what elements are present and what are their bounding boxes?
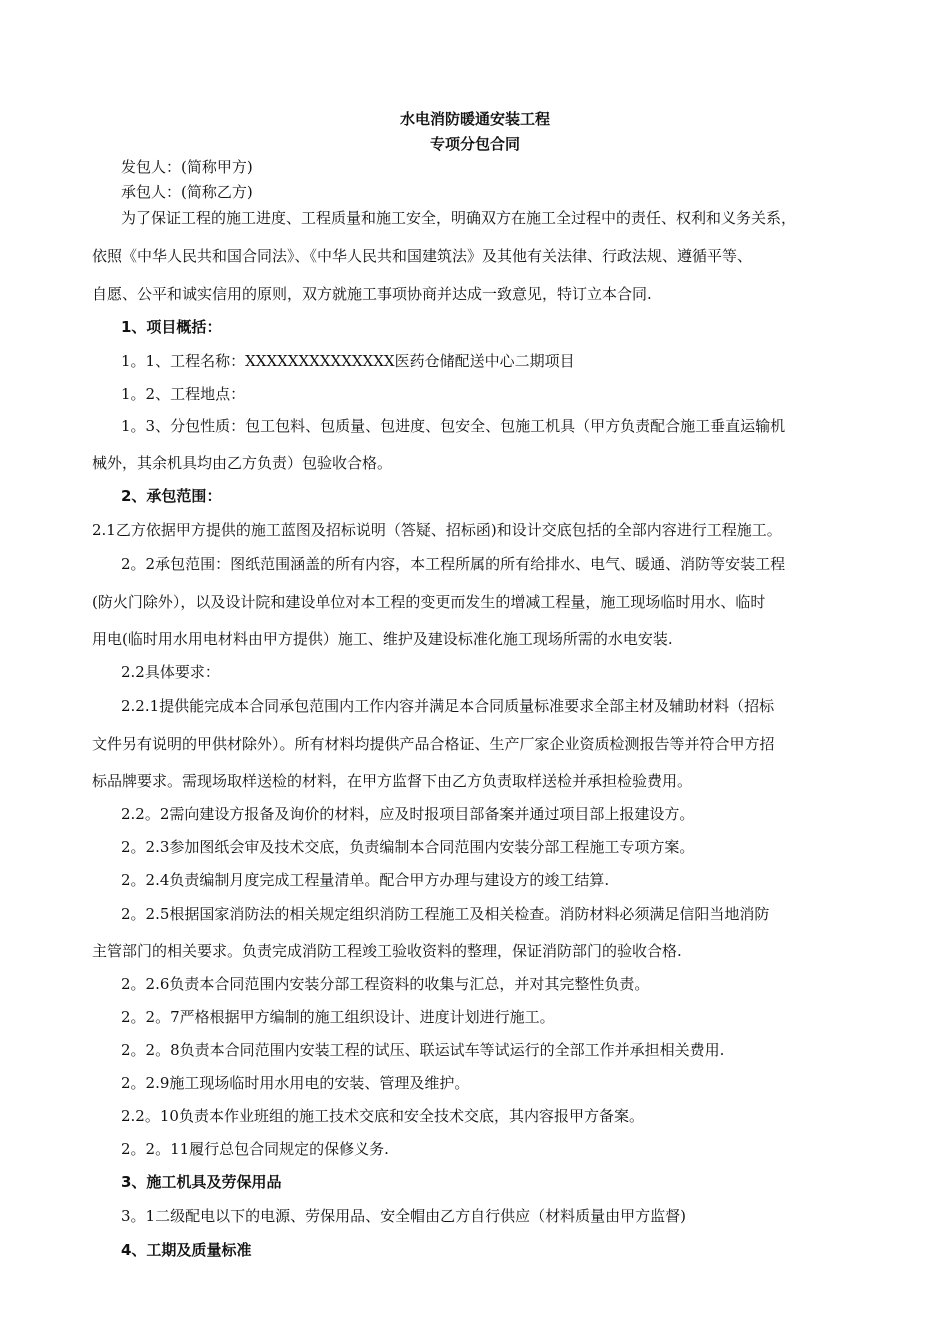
clause-line: 2.2。2需向建设方报备及询价的材料，应及时报项目部备案并通过项目部上报建设方。 xyxy=(121,805,695,823)
section-heading: 4、工期及质量标准 xyxy=(121,1241,252,1259)
document-title: 水电消防暖通安装工程 xyxy=(399,110,550,128)
clause-line: 2。2承包范围：图纸范围涵盖的所有内容，本工程所属的所有给排水、电气、暖通、消防等安装工程 xyxy=(121,555,786,573)
clause-line: 2。2.6负责本合同范围内安装分部工程资料的收集与汇总，并对其完整性负责。 xyxy=(121,975,650,993)
section-heading: 2、承包范围： xyxy=(121,487,222,505)
preamble-line: 为了保证工程的施工进度、工程质量和施工安全，明确双方在施工全过程中的责任、权利和义务关系， xyxy=(121,209,797,227)
clause-line: 主管部门的相关要求。负责完成消防工程竣工验收资料的整理，保证消防部门的验收合格. xyxy=(92,942,682,960)
party-b-line: 承包人：(简称乙方) xyxy=(121,183,253,201)
clause-line: 2。2.4负责编制月度完成工程量清单。配合甲方办理与建设方的竣工结算. xyxy=(121,871,610,889)
clause-line: 2.2具体要求： xyxy=(121,663,220,681)
clause-line: 1。1、工程名称：XXXXXXXXXXXXXX医药仓储配送中心二期项目 xyxy=(121,352,575,370)
clause-line: 2。2.3参加图纸会审及技术交底，负责编制本合同范围内安装分部工程施工专项方案。 xyxy=(121,838,695,856)
clause-line: 标品牌要求。需现场取样送检的材料，在甲方监督下由乙方负责取样送检并承担检验费用。 xyxy=(92,772,693,790)
clause-line: 1。2、工程地点： xyxy=(121,385,246,403)
clause-line: 文件另有说明的甲供材除外）。所有材料均提供产品合格证、生产厂家企业资质检测报告等并符合甲方招 xyxy=(92,735,775,753)
clause-line: 械外，其余机具均由乙方负责）包验收合格。 xyxy=(92,454,393,472)
preamble-line: 依照《中华人民共和国合同法》、《中华人民共和国建筑法》及其他有关法律、行政法规、遵循平等、 xyxy=(92,247,753,265)
clause-line: 2。2.5根据国家消防法的相关规定组织消防工程施工及相关检查。消防材料必须满足信阳当地消防 xyxy=(121,905,770,923)
clause-line: 2。2。7严格根据甲方编制的施工组织设计、进度计划进行施工。 xyxy=(121,1008,555,1026)
clause-line: 2.1乙方依据甲方提供的施工蓝图及招标说明（答疑、招标函)和设计交底包括的全部内容进行工程施工。 xyxy=(92,521,782,539)
party-a-line: 发包人：(简称甲方) xyxy=(121,158,253,176)
clause-line: 2.2。10负责本作业班组的施工技术交底和安全技术交底，其内容报甲方备案。 xyxy=(121,1107,644,1125)
document-subtitle: 专项分包合同 xyxy=(429,135,520,153)
section-heading: 1、项目概括： xyxy=(121,318,222,336)
clause-line: 用电(临时用水用电材料由甲方提供）施工、维护及建设标准化施工现场所需的水电安装. xyxy=(92,630,673,648)
preamble-line: 自愿、公平和诚实信用的原则，双方就施工事项协商并达成一致意见，特订立本合同. xyxy=(92,285,652,303)
clause-line: 2。2.9施工现场临时用水用电的安装、管理及维护。 xyxy=(121,1074,470,1092)
clause-line: 2。2。8负责本合同范围内安装工程的试压、联运试车等试运行的全部工作并承担相关费用. xyxy=(121,1041,725,1059)
section-heading: 3、施工机具及劳保用品 xyxy=(121,1173,282,1191)
clause-line: 2。2。11履行总包合同规定的保修义务. xyxy=(121,1140,389,1158)
clause-line: 1。3、分包性质：包工包料、包质量、包进度、包安全、包施工机具（甲方负责配合施工垂直运输机 xyxy=(121,417,786,435)
clause-line: (防火门除外），以及设计院和建设单位对本工程的变更而发生的增减工程量，施工现场临时用水、临时 xyxy=(92,593,766,611)
clause-line: 2.2.1提供能完成本合同承包范围内工作内容并满足本合同质量标准要求全部主材及辅助材料（招标 xyxy=(121,697,775,715)
clause-line: 3。1二级配电以下的电源、劳保用品、安全帽由乙方自行供应（材料质量由甲方监督) xyxy=(121,1207,686,1225)
